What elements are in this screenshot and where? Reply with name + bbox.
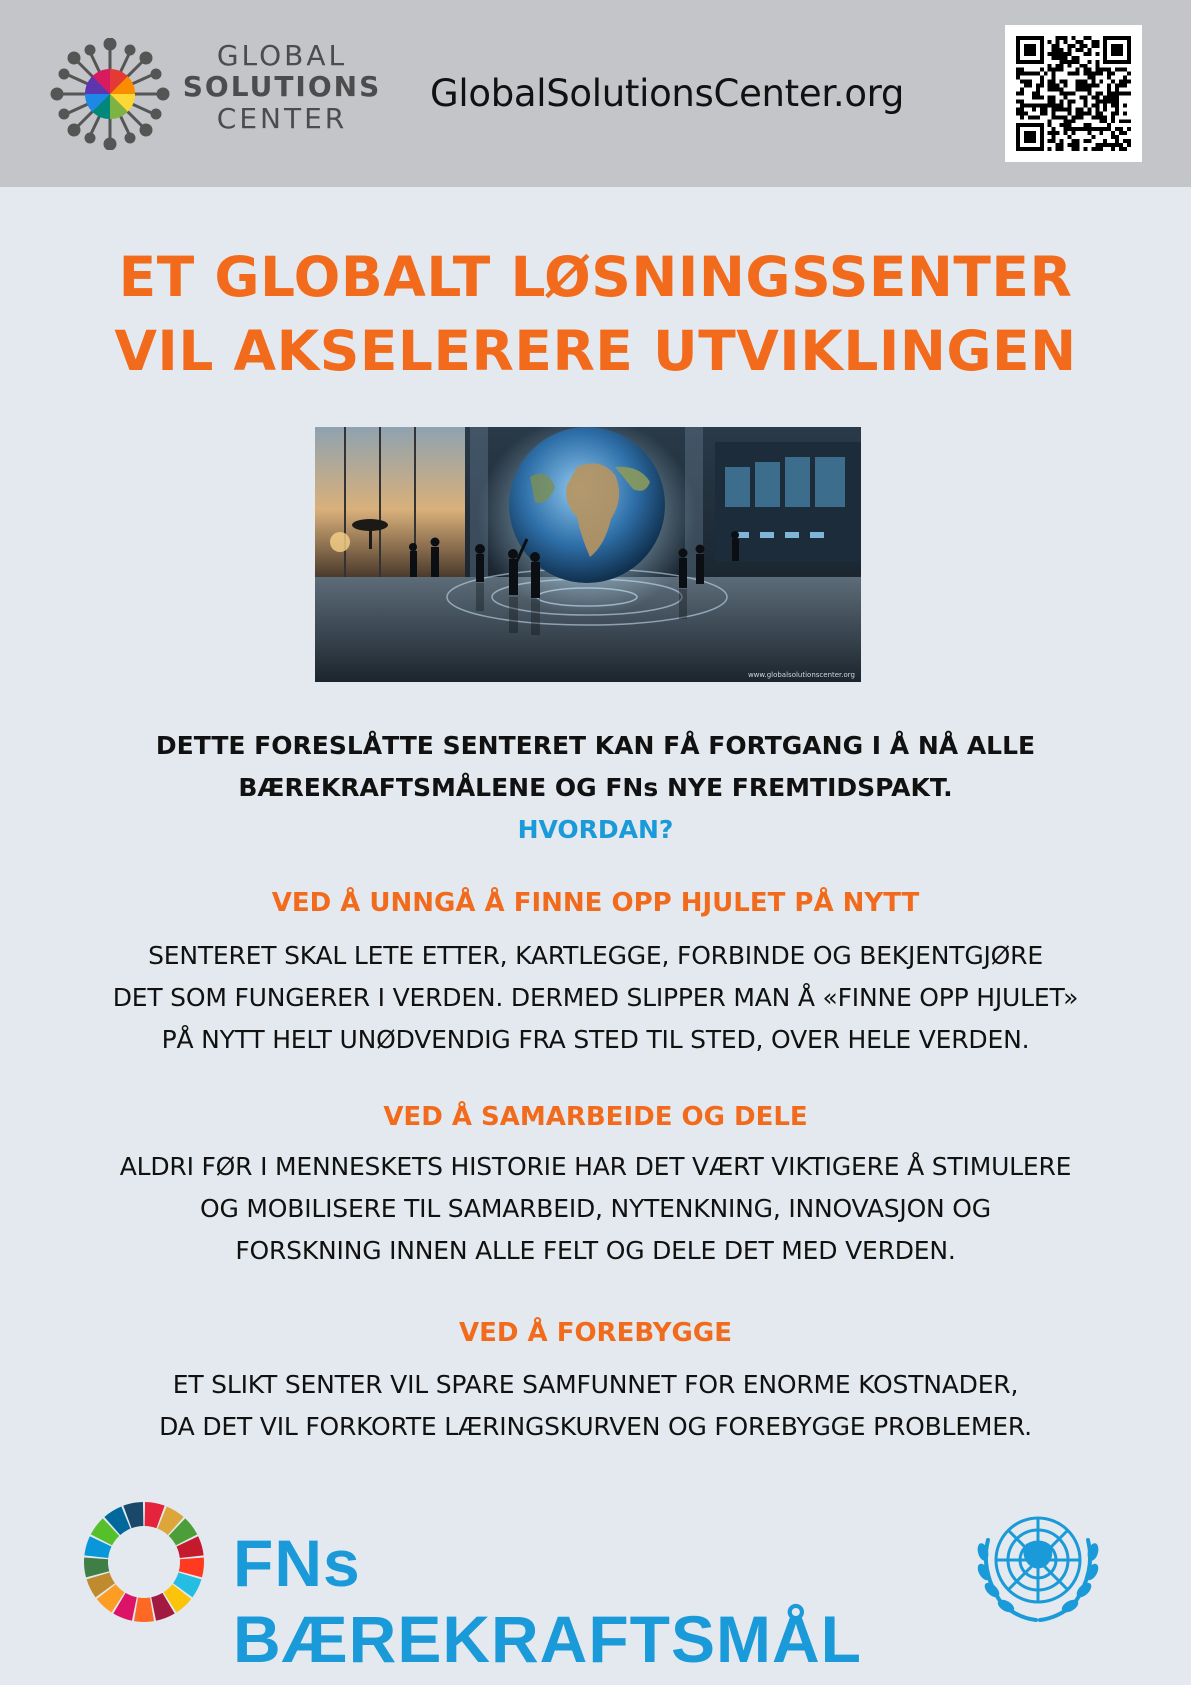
section-3-title: VED Å FOREBYGGE — [459, 1318, 732, 1348]
intro-line-1: DETTE FORESLÅTTE SENTERET KAN FÅ FORTGANG I Å NÅ ALLE — [155, 731, 1036, 760]
header-bar — [0, 0, 1191, 187]
title-line-1: ET GLOBALT LØSNINGSSENTER — [118, 245, 1073, 309]
section-2-title: VED Å SAMARBEIDE OG DELE — [383, 1102, 808, 1132]
section-3-line-1: ET SLIKT SENTER VIL SPARE SAMFUNNET FOR ENORME KOSTNADER, — [172, 1370, 1019, 1399]
intro-line-2: BÆREKRAFTSMÅLENE OG FNs NYE FREMTIDSPAKT. — [238, 773, 953, 802]
section-3-body — [40, 1364, 1151, 1448]
section-2-line-2: OG MOBILISERE TIL SAMARBEID, NYTENKNING, INNOVASJON OG — [200, 1194, 991, 1223]
section-3-line-2: DA DET VIL FORKORTE LÆRINGSKURVEN OG FOREBYGGE PROBLEMER. — [159, 1412, 1032, 1441]
logo-line-solutions: SOLUTIONS — [182, 70, 382, 104]
intro-question: HVORDAN? — [517, 815, 674, 844]
logo-wordmark — [172, 40, 392, 134]
un-emblem-icon — [966, 1500, 1110, 1628]
section-1-line-3: PÅ NYTT HELT UNØDVENDIG FRA STED TIL STED, OVER HELE VERDEN. — [161, 1025, 1030, 1054]
logo-line-global: GLOBAL — [216, 39, 348, 72]
section-1-body — [40, 935, 1151, 1061]
section-2-line-1: ALDRI FØR I MENNESKETS HISTORIE HAR DET VÆRT VIKTIGERE Å STIMULERE — [119, 1152, 1072, 1181]
section-2-body — [40, 1146, 1151, 1272]
website-url[interactable]: GlobalSolutionsCenter.org — [430, 72, 905, 115]
intro-block — [0, 725, 1191, 851]
section-1-title: VED Å UNNGÅ Å FINNE OPP HJULET PÅ NYTT — [271, 888, 920, 918]
sdg-wheel-segment — [134, 1597, 154, 1622]
hero-image-caption: www.globalsolutionscenter.org — [747, 671, 855, 679]
sdg-title: FNs BÆREKRAFTSMÅL — [233, 1526, 862, 1676]
globe-hall-illustration — [315, 427, 861, 682]
page-title — [0, 240, 1191, 388]
section-2-line-3: FORSKNING INNEN ALLE FELT OG DELE DET MED VERDEN. — [235, 1236, 956, 1265]
global-solutions-logo-icon — [50, 38, 170, 150]
logo-line-center: CENTER — [216, 101, 348, 135]
section-1-line-2: DET SOM FUNGERER I VERDEN. DERMED SLIPPER MAN Å «FINNE OPP HJULET» — [112, 983, 1079, 1012]
hero-image — [315, 427, 861, 682]
title-line-2: VIL AKSELERERE UTVIKLINGEN — [114, 319, 1077, 383]
section-1-line-1: SENTERET SKAL LETE ETTER, KARTLEGGE, FORBINDE OG BEKJENTGJØRE — [148, 941, 1043, 970]
sdg-wheel-icon — [82, 1500, 206, 1624]
qr-code-icon[interactable] — [1005, 25, 1142, 162]
